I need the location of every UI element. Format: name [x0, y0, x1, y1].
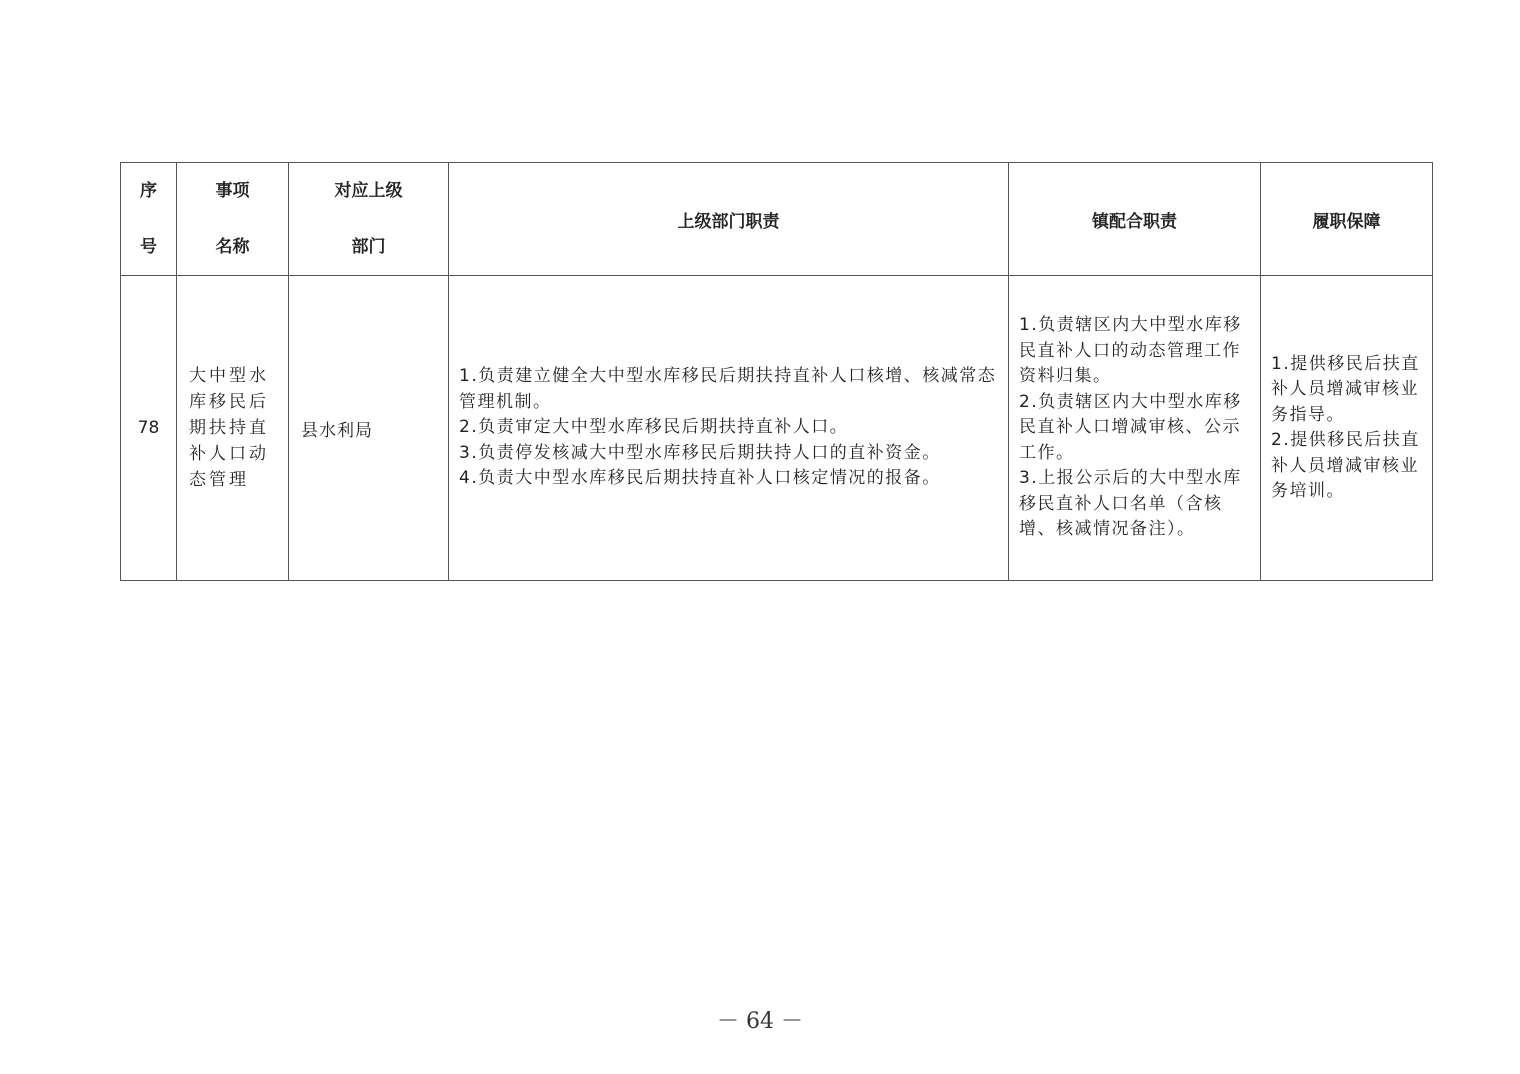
list-item: 4.负责大中型水库移民后期扶持直补人口核定情况的报备。: [459, 468, 941, 489]
list-item: 2.负责审定大中型水库移民后期扶持直补人口。: [459, 417, 849, 438]
table-row: [121, 276, 1433, 581]
header-superior-dept: 对应上级 部门: [289, 163, 449, 276]
duty-table: [120, 162, 1433, 581]
list-item: 2.负责辖区内大中型水库移民直补人口增减审核、公示工作。: [1019, 391, 1242, 463]
cell-item-name: 大中型水库移民后期扶持直补人口动态管理: [177, 276, 289, 581]
list-item: 1.负责辖区内大中型水库移民直补人口的动态管理工作资料归集。: [1019, 315, 1242, 387]
page-number: － 64 －: [717, 1009, 803, 1034]
list-item: 2.提供移民后扶直补人员增减审核业务培训。: [1271, 430, 1420, 501]
header-town-duties: 镇配合职责: [1009, 163, 1261, 276]
cell-guarantee: [1261, 276, 1433, 581]
list-item: 1.负责建立健全大中型水库移民后期扶持直补人口核增、核减常态管理机制。: [459, 366, 997, 412]
list-item: 3.负责停发核减大中型水库移民后期扶持人口的直补资金。: [459, 442, 941, 463]
header-row: [121, 163, 1433, 276]
header-guarantee: 履职保障: [1261, 163, 1433, 276]
cell-superior-dept: 县水利局: [289, 276, 449, 581]
cell-seq: 78: [121, 276, 177, 581]
header-item-name: 事项 名称: [177, 163, 289, 276]
header-superior-duties: 上级部门职责: [449, 163, 1009, 276]
list-item: 1.提供移民后扶直补人员增减审核业务指导。: [1271, 353, 1420, 425]
list-item: 3.上报公示后的大中型水库移民直补人口名单（含核增、核减情况备注）。: [1019, 468, 1242, 540]
cell-superior-duties: [449, 276, 1009, 581]
cell-town-duties: [1009, 276, 1261, 581]
header-seq: 序 号: [121, 163, 177, 276]
